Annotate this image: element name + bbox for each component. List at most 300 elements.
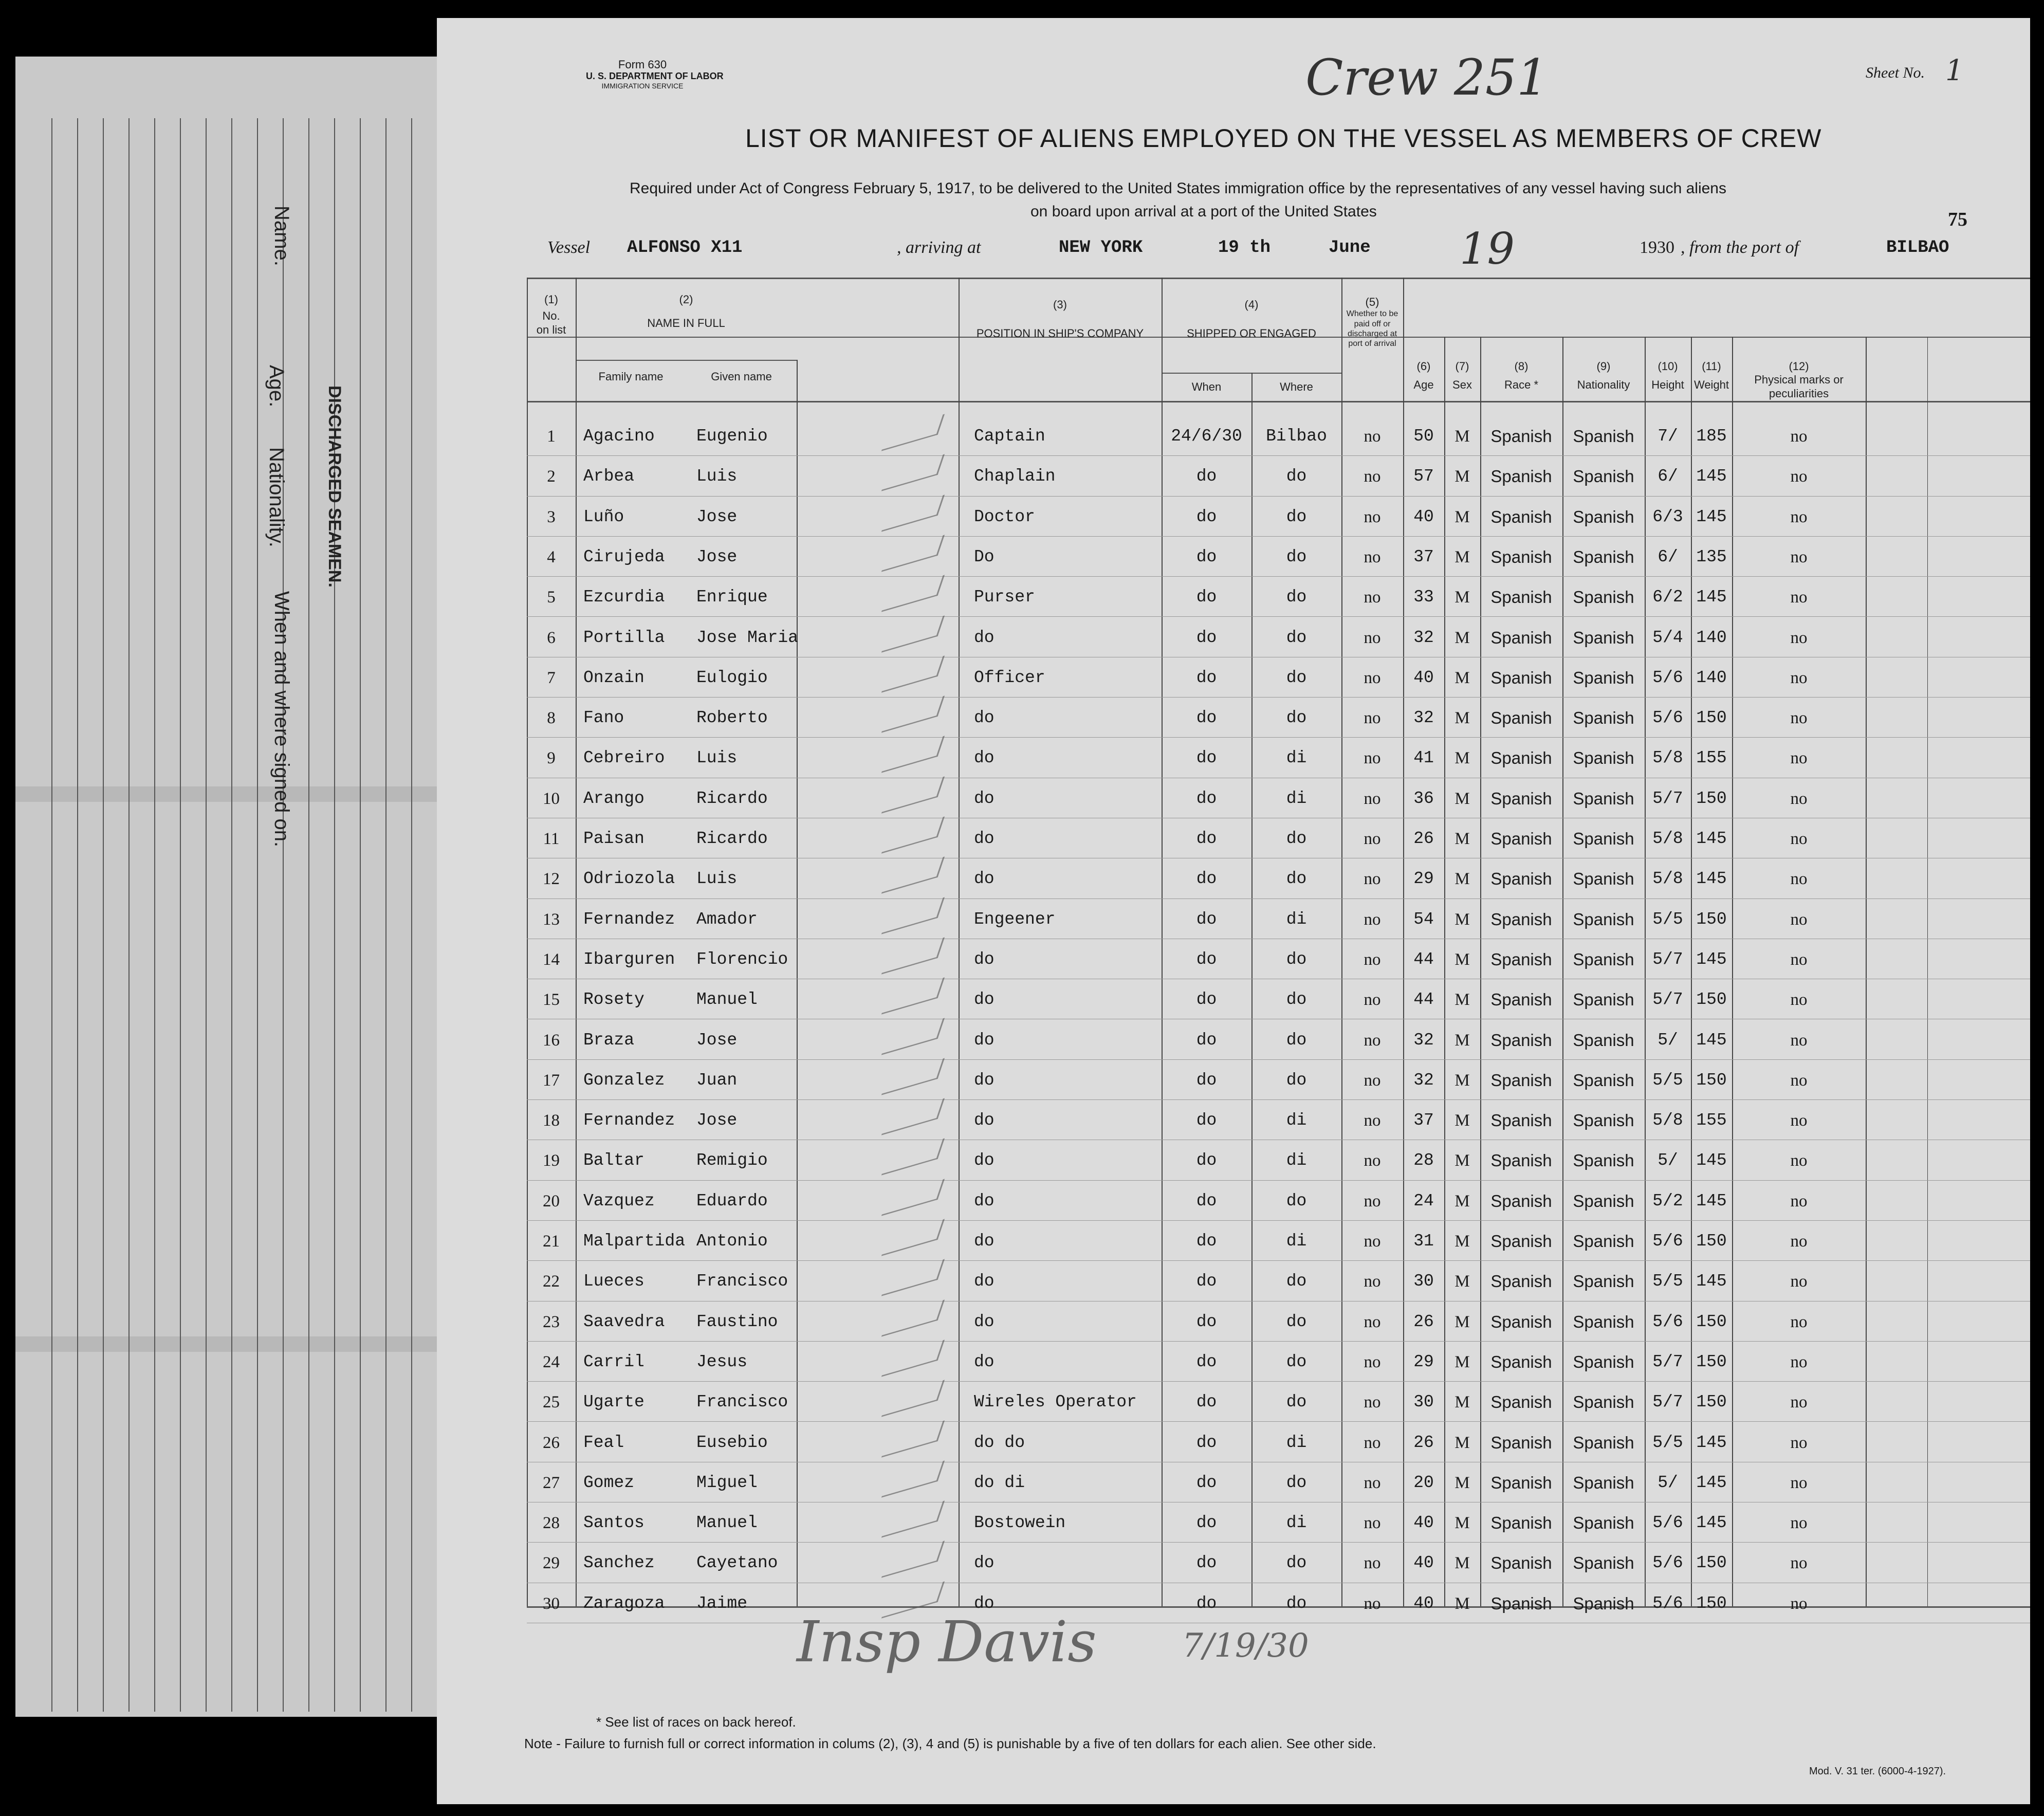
cell-height: 5/6	[1652, 668, 1683, 687]
cell-no: 13	[543, 910, 560, 929]
cell-paid: no	[1364, 709, 1381, 728]
cell-paid: no	[1364, 467, 1381, 486]
cell-weight: 145	[1696, 1513, 1727, 1533]
cell-family: Ibarguren	[583, 949, 675, 969]
cell-when: do	[1196, 1312, 1217, 1331]
cell-age: 26	[1413, 1433, 1434, 1452]
cell-family: Fernandez	[583, 909, 675, 929]
cell-marks: no	[1790, 789, 1808, 808]
cell-given: Juan	[696, 1070, 738, 1090]
cell-when: do	[1196, 869, 1217, 889]
cell-race: Spanish	[1490, 1191, 1552, 1210]
cell-age: 29	[1413, 869, 1434, 889]
check-mark	[881, 655, 945, 692]
cell-paid: no	[1364, 547, 1381, 566]
cell-given: Luis	[696, 467, 738, 486]
cell-paid: no	[1364, 1594, 1381, 1613]
flap-column-header: Age.	[265, 365, 288, 408]
row-rule	[527, 898, 2030, 899]
page-title: LIST OR MANIFEST OF ALIENS EMPLOYED ON THE VESSEL AS MEMBERS OF CREW	[745, 124, 1822, 153]
cell-sex: M	[1454, 870, 1470, 889]
service: IMMIGRATION SERVICE	[601, 81, 684, 90]
check-mark	[881, 1420, 945, 1457]
cell-weight: 185	[1696, 427, 1727, 446]
form-number: Form 630	[618, 58, 667, 71]
cell-position: do	[974, 1111, 995, 1130]
cell-race: Spanish	[1490, 547, 1552, 566]
cell-where: di	[1286, 1151, 1307, 1170]
cell-age: 33	[1413, 588, 1434, 607]
cell-race: Spanish	[1490, 1513, 1552, 1533]
cell-when: do	[1196, 588, 1217, 607]
cell-family: Portilla	[583, 628, 665, 647]
cell-sex: M	[1454, 1393, 1470, 1412]
crew-annotation: Crew 251	[1305, 49, 1549, 106]
cell-height: 5/2	[1652, 1191, 1683, 1210]
cell-sex: M	[1454, 910, 1470, 929]
col-header-no: (1) No. on list	[536, 293, 566, 336]
table-row	[437, 456, 2030, 497]
cell-position: Engeener	[974, 909, 1056, 929]
cell-sex: M	[1454, 709, 1470, 728]
cell-family: Luño	[583, 507, 624, 526]
table-row	[437, 416, 2030, 456]
cell-no: 5	[547, 588, 556, 607]
cell-paid: no	[1364, 1031, 1381, 1050]
cell-marks: no	[1790, 990, 1808, 1010]
cell-race: Spanish	[1490, 990, 1552, 1010]
cell-race: Spanish	[1490, 628, 1552, 647]
cell-race: Spanish	[1490, 588, 1552, 607]
cell-when: do	[1196, 1593, 1217, 1613]
cell-sex: M	[1454, 830, 1470, 848]
cell-height: 5/8	[1652, 829, 1683, 848]
cell-given: Ricardo	[696, 829, 768, 848]
cell-no: 6	[547, 628, 556, 647]
check-mark	[881, 1500, 945, 1537]
cell-position: Captain	[974, 427, 1045, 446]
cell-no: 12	[543, 870, 560, 889]
cell-given: Jesus	[696, 1352, 748, 1371]
cell-age: 30	[1413, 1392, 1434, 1412]
cell-marks: no	[1790, 467, 1808, 486]
table-row	[437, 1100, 2030, 1141]
cell-nationality: Spanish	[1573, 1433, 1634, 1452]
cell-when: do	[1196, 708, 1217, 728]
cell-no: 24	[543, 1352, 560, 1371]
cell-position: do	[974, 990, 995, 1010]
cell-given: Francisco	[696, 1272, 788, 1291]
cell-marks: no	[1790, 1473, 1808, 1492]
cell-family: Gonzalez	[583, 1070, 665, 1090]
cell-where: di	[1286, 1433, 1307, 1452]
cell-age: 40	[1413, 1513, 1434, 1533]
cell-marks: no	[1790, 1514, 1808, 1533]
check-mark	[881, 1018, 945, 1055]
cell-paid: no	[1364, 1312, 1381, 1331]
cell-where: do	[1286, 1392, 1307, 1412]
table-row	[437, 1423, 2030, 1463]
col-header-paid: (5) Whether to be paid off or discharged at port of arrival	[1346, 296, 1398, 348]
check-mark	[881, 1460, 945, 1497]
col-header-height: (10) Height	[1651, 360, 1684, 392]
cell-weight: 145	[1696, 949, 1727, 969]
table-row	[437, 1221, 2030, 1261]
cell-nationality: Spanish	[1573, 1312, 1634, 1331]
cell-sex: M	[1454, 1151, 1470, 1170]
cell-sex: M	[1454, 588, 1470, 607]
cell-weight: 150	[1696, 1352, 1727, 1371]
cell-sex: M	[1454, 628, 1470, 647]
cell-race: Spanish	[1490, 788, 1552, 808]
cell-given: Florencio	[696, 949, 788, 969]
cell-height: 5/5	[1652, 1272, 1683, 1291]
cell-where: di	[1286, 1111, 1307, 1130]
row-rule	[527, 1260, 2030, 1261]
cell-paid: no	[1364, 749, 1381, 768]
table-top-border	[527, 278, 2030, 279]
cell-position: do	[974, 628, 995, 647]
form-version: Mod. V. 31 ter. (6000-4-1927).	[1809, 1766, 1946, 1777]
cell-marks: no	[1790, 507, 1808, 526]
cell-age: 54	[1413, 909, 1434, 929]
cell-marks: no	[1790, 1191, 1808, 1210]
check-mark	[881, 615, 945, 652]
cell-given: Enrique	[696, 588, 768, 607]
inspector-signature: Insp Davis	[797, 1609, 1097, 1675]
cell-weight: 135	[1696, 547, 1727, 566]
cell-weight: 145	[1696, 1151, 1727, 1170]
cell-family: Cirujeda	[583, 547, 665, 566]
cell-sex: M	[1454, 1514, 1470, 1533]
cell-family: Paisan	[583, 829, 644, 848]
cell-family: Feal	[583, 1433, 624, 1452]
cell-paid: no	[1364, 427, 1381, 446]
cell-where: do	[1286, 668, 1307, 687]
cell-age: 40	[1413, 668, 1434, 687]
flap-column-header: Nationality.	[265, 447, 288, 547]
cell-when: do	[1196, 467, 1217, 486]
cell-given: Jose	[696, 507, 738, 526]
cell-paid: no	[1364, 1232, 1381, 1251]
cell-position: Officer	[974, 668, 1045, 687]
cell-no: 16	[543, 1031, 560, 1050]
cell-paid: no	[1364, 628, 1381, 647]
cell-sex: M	[1454, 1473, 1470, 1492]
cell-age: 24	[1413, 1191, 1434, 1210]
cell-marks: no	[1790, 1352, 1808, 1371]
cell-position: do	[974, 949, 995, 969]
cell-marks: no	[1790, 1031, 1808, 1050]
table-row	[437, 859, 2030, 899]
cell-family: Odriozola	[583, 869, 675, 889]
cell-where: do	[1286, 829, 1307, 848]
cell-when: do	[1196, 1151, 1217, 1170]
cell-position: do	[974, 788, 995, 808]
row-rule	[527, 697, 2030, 698]
cell-height: 5/4	[1652, 628, 1683, 647]
cell-when: do	[1196, 628, 1217, 647]
check-mark	[881, 454, 945, 491]
cell-nationality: Spanish	[1573, 427, 1634, 446]
cell-family: Baltar	[583, 1151, 644, 1170]
cell-given: Antonio	[696, 1232, 768, 1251]
check-mark	[881, 1259, 945, 1296]
cell-nationality: Spanish	[1573, 1513, 1634, 1533]
cell-where: do	[1286, 949, 1307, 969]
cell-where: do	[1286, 588, 1307, 607]
cell-no: 27	[543, 1473, 560, 1492]
cell-height: 5/6	[1652, 1513, 1683, 1533]
cell-marks: no	[1790, 668, 1808, 687]
check-mark	[881, 1340, 945, 1377]
cell-no: 17	[543, 1071, 560, 1090]
cell-sex: M	[1454, 547, 1470, 566]
cell-marks: no	[1790, 1151, 1808, 1170]
cell-marks: no	[1790, 1594, 1808, 1613]
check-mark	[881, 978, 945, 1015]
cell-race: Spanish	[1490, 708, 1552, 728]
cell-race: Spanish	[1490, 507, 1552, 526]
cell-marks: no	[1790, 1232, 1808, 1251]
sheet-label: Sheet No.	[1866, 64, 1925, 81]
cell-marks: no	[1790, 749, 1808, 768]
table-row	[437, 577, 2030, 617]
col-header-name: (2) NAME IN FULL	[647, 293, 725, 330]
cell-marks: no	[1790, 910, 1808, 929]
cell-sex: M	[1454, 1031, 1470, 1050]
cell-height: 5/6	[1652, 1312, 1683, 1331]
cell-weight: 140	[1696, 628, 1727, 647]
cell-position: do	[974, 1312, 995, 1331]
cell-nationality: Spanish	[1573, 1593, 1634, 1613]
table-row	[437, 497, 2030, 537]
cell-no: 14	[543, 950, 560, 969]
cell-race: Spanish	[1490, 869, 1552, 889]
cell-height: 5/7	[1652, 1352, 1683, 1371]
cell-where: di	[1286, 909, 1307, 929]
cell-no: 23	[543, 1312, 560, 1331]
cell-position: Bostowein	[974, 1513, 1066, 1533]
cell-nationality: Spanish	[1573, 1151, 1634, 1170]
cell-no: 8	[547, 709, 556, 728]
cell-when: do	[1196, 1030, 1217, 1050]
cell-when: do	[1196, 507, 1217, 526]
cell-race: Spanish	[1490, 949, 1552, 969]
cell-when: do	[1196, 547, 1217, 566]
cell-given: Eduardo	[696, 1191, 768, 1210]
cell-height: 5/6	[1652, 1593, 1683, 1613]
cell-where: do	[1286, 507, 1307, 526]
cell-nationality: Spanish	[1573, 1232, 1634, 1251]
cell-paid: no	[1364, 990, 1381, 1010]
cell-weight: 150	[1696, 788, 1727, 808]
cell-family: Saavedra	[583, 1312, 665, 1331]
cell-position: do	[974, 1151, 995, 1170]
cell-sex: M	[1454, 1272, 1470, 1291]
table-row	[437, 1302, 2030, 1342]
row-rule	[527, 1542, 2030, 1543]
check-mark	[881, 1380, 945, 1417]
cell-given: Jose	[696, 547, 738, 566]
cell-nationality: Spanish	[1573, 588, 1634, 607]
cell-weight: 145	[1696, 1030, 1727, 1050]
cell-race: Spanish	[1490, 467, 1552, 486]
cell-given: Eulogio	[696, 668, 768, 687]
cell-paid: no	[1364, 1514, 1381, 1533]
cell-weight: 150	[1696, 909, 1727, 929]
cell-age: 57	[1413, 467, 1434, 486]
col-header-sex: (7) Sex	[1452, 360, 1472, 392]
cell-when: do	[1196, 990, 1217, 1010]
cell-sex: M	[1454, 950, 1470, 969]
arrival-month: June	[1329, 238, 1371, 258]
cell-sex: M	[1454, 467, 1470, 486]
cell-given: Jaime	[696, 1593, 748, 1613]
cell-nationality: Spanish	[1573, 467, 1634, 486]
cell-age: 29	[1413, 1352, 1434, 1371]
cell-weight: 145	[1696, 1272, 1727, 1291]
cell-family: Onzain	[583, 668, 644, 687]
cell-age: 44	[1413, 990, 1434, 1010]
cell-given: Faustino	[696, 1312, 778, 1331]
check-mark	[881, 776, 945, 813]
row-rule	[527, 737, 2030, 738]
cell-age: 26	[1413, 1312, 1434, 1331]
cell-paid: no	[1364, 1473, 1381, 1492]
cell-age: 37	[1413, 1111, 1434, 1130]
cell-race: Spanish	[1490, 1553, 1552, 1573]
table-row	[437, 1020, 2030, 1060]
cell-where: do	[1286, 628, 1307, 647]
table-row	[437, 1060, 2030, 1100]
cell-where: do	[1286, 1473, 1307, 1492]
cell-race: Spanish	[1490, 1433, 1552, 1452]
cell-where: do	[1286, 708, 1307, 728]
cell-family: Braza	[583, 1030, 635, 1050]
col-header-race: (8) Race *	[1504, 360, 1539, 392]
cell-position: do	[974, 1070, 995, 1090]
cell-given: Roberto	[696, 708, 768, 728]
cell-weight: 150	[1696, 708, 1727, 728]
cell-sex: M	[1454, 789, 1470, 808]
cell-race: Spanish	[1490, 668, 1552, 687]
row-rule	[527, 455, 2030, 456]
cell-given: Remigio	[696, 1151, 768, 1170]
row-rule	[527, 576, 2030, 577]
cell-nationality: Spanish	[1573, 788, 1634, 808]
flap-rule-line	[231, 118, 232, 1712]
table-row	[437, 1584, 2030, 1624]
cell-age: 28	[1413, 1151, 1434, 1170]
col-header-where: Where	[1280, 380, 1313, 393]
cell-race: Spanish	[1490, 1392, 1552, 1412]
cell-position: do	[974, 1272, 995, 1291]
cell-no: 30	[543, 1594, 560, 1613]
cell-marks: no	[1790, 709, 1808, 728]
cell-height: 5/	[1658, 1030, 1678, 1050]
cell-given: Eusebio	[696, 1433, 768, 1452]
cell-race: Spanish	[1490, 427, 1552, 446]
table-row	[437, 980, 2030, 1020]
cell-when: 24/6/30	[1171, 427, 1242, 446]
cell-no: 4	[547, 547, 556, 566]
row-rule	[527, 1220, 2030, 1221]
cell-where: Bilbao	[1266, 427, 1327, 446]
cell-no: 28	[543, 1514, 560, 1533]
cell-family: Carril	[583, 1352, 644, 1371]
cell-given: Jose	[696, 1030, 738, 1050]
cell-where: do	[1286, 1030, 1307, 1050]
cell-marks: no	[1790, 1554, 1808, 1573]
cell-race: Spanish	[1490, 1272, 1552, 1291]
cell-given: Miguel	[696, 1473, 758, 1492]
cell-nationality: Spanish	[1573, 668, 1634, 687]
cell-position: Doctor	[974, 507, 1035, 526]
row-rule	[527, 1059, 2030, 1060]
cell-height: 5/8	[1652, 748, 1683, 768]
cell-height: 7/	[1658, 427, 1678, 446]
cell-position: Chaplain	[974, 467, 1056, 486]
cell-weight: 145	[1696, 869, 1727, 889]
cell-age: 50	[1413, 427, 1434, 446]
cell-age: 31	[1413, 1232, 1434, 1251]
cell-race: Spanish	[1490, 1352, 1552, 1371]
cell-paid: no	[1364, 1433, 1381, 1452]
cell-marks: no	[1790, 870, 1808, 889]
cell-age: 40	[1413, 1553, 1434, 1573]
name-subheader-line	[576, 360, 797, 361]
cell-paid: no	[1364, 1352, 1381, 1371]
cell-no: 21	[543, 1232, 560, 1251]
cell-age: 37	[1413, 547, 1434, 566]
cell-paid: no	[1364, 910, 1381, 929]
from-port: BILBAO	[1886, 238, 1949, 258]
cell-when: do	[1196, 668, 1217, 687]
table-header-bottom	[527, 401, 2030, 402]
cell-given: Manuel	[696, 990, 758, 1010]
check-mark	[881, 937, 945, 974]
cell-position: Wireles Operator	[974, 1392, 1137, 1412]
cell-no: 15	[543, 990, 560, 1010]
table-row	[437, 1382, 2030, 1422]
cell-no: 29	[543, 1554, 560, 1573]
cell-when: do	[1196, 949, 1217, 969]
cell-weight: 150	[1696, 1070, 1727, 1090]
cell-weight: 155	[1696, 1111, 1727, 1130]
check-mark	[881, 1541, 945, 1578]
cell-given: Amador	[696, 909, 758, 929]
cell-paid: no	[1364, 950, 1381, 969]
cell-where: di	[1286, 1513, 1307, 1533]
flap-rule-line	[103, 118, 104, 1712]
flap-rule-line	[334, 118, 335, 1712]
cell-race: Spanish	[1490, 1030, 1552, 1050]
flap-title: DISCHARGED SEAMEN.	[325, 386, 344, 588]
subtitle-line1: Required under Act of Congress February 5, 1917, to be delivered to the United States immigration office by the representatives of any vessel having such aliens	[630, 180, 1726, 197]
table-row	[437, 1141, 2030, 1181]
table-row	[437, 819, 2030, 859]
cell-family: Ugarte	[583, 1392, 644, 1412]
cell-height: 5/	[1658, 1473, 1678, 1492]
cell-where: do	[1286, 1312, 1307, 1331]
vessel-name: ALFONSO X11	[627, 238, 743, 258]
cell-nationality: Spanish	[1573, 1553, 1634, 1573]
arriving-label: , arriving at	[897, 238, 981, 257]
cell-paid: no	[1364, 588, 1381, 607]
cell-where: di	[1286, 1232, 1307, 1251]
cell-position: do	[974, 869, 995, 889]
